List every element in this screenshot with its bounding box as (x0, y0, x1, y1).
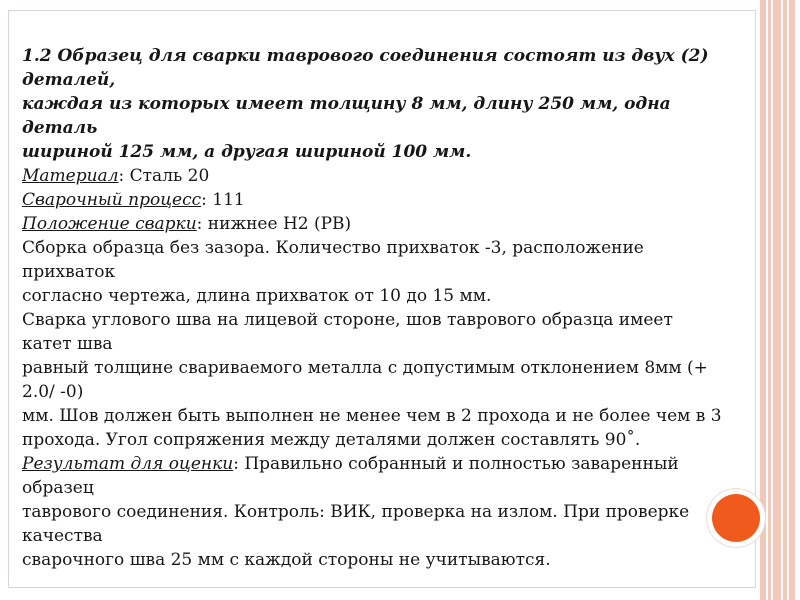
decorative-stripe (773, 0, 781, 600)
welding-line: мм. Шов должен быть выполнен не менее чем в 2 прохода и не более чем в 3 (22, 406, 722, 426)
result-paragraph (22, 452, 727, 572)
material-label: Материал (22, 166, 119, 186)
result-line: таврового соединения. Контроль: ВИК, проверка на излом. При проверке качества (22, 502, 690, 546)
welding-paragraph (22, 308, 727, 452)
intro-line-text: шириной 125 мм, а другая шириной 100 мм (22, 142, 466, 162)
decorative-stripe (783, 0, 787, 600)
assembly-paragraph (22, 236, 727, 308)
decorative-stripe (768, 0, 771, 600)
process-label: Сварочный процесс (22, 190, 202, 210)
intro-line: 1.2 Образец для сварки таврового соединения состоят из двух (2) деталей, (22, 46, 709, 90)
position-label: Положение сварки (22, 214, 197, 234)
result-label: Результат для оценки (22, 454, 234, 474)
intro-line (22, 140, 727, 164)
welding-line: равный толщине свариваемого металла с допустимым отклонением 8мм (+ 2.0/ -0) (22, 358, 708, 402)
assembly-line: Сборка образца без зазора. Количество прихваток -3, расположение прихваток (22, 238, 644, 282)
intro-paragraph (22, 44, 727, 164)
position-value: : нижнее Н2 (РВ) (196, 214, 352, 234)
process-value: : 111 (201, 190, 245, 210)
welding-line: прохода. Угол сопряжения между деталями должен составлять 90˚. (22, 430, 641, 450)
material-value: : Сталь 20 (118, 166, 210, 186)
result-text: : Правильно собранный и полностью заваренный образец (22, 454, 679, 498)
intro-line: каждая из которых имеет толщину 8 мм, длину 250 мм, одна деталь (22, 94, 671, 138)
slide-body (22, 44, 727, 572)
assembly-line: согласно чертежа, длина прихваток от 10 до 15 мм. (22, 286, 492, 306)
decorative-stripe (789, 0, 795, 600)
process-line (22, 188, 727, 212)
material-line (22, 164, 727, 188)
result-line (22, 452, 727, 500)
decorative-stripe (760, 0, 766, 600)
intro-period: . (465, 142, 472, 162)
welding-line: Сварка углового шва на лицевой стороне, шов таврового образца имеет катет шва (22, 310, 673, 354)
result-line: сварочного шва 25 мм с каждой стороны не учитываются. (22, 550, 551, 570)
position-line (22, 212, 727, 236)
